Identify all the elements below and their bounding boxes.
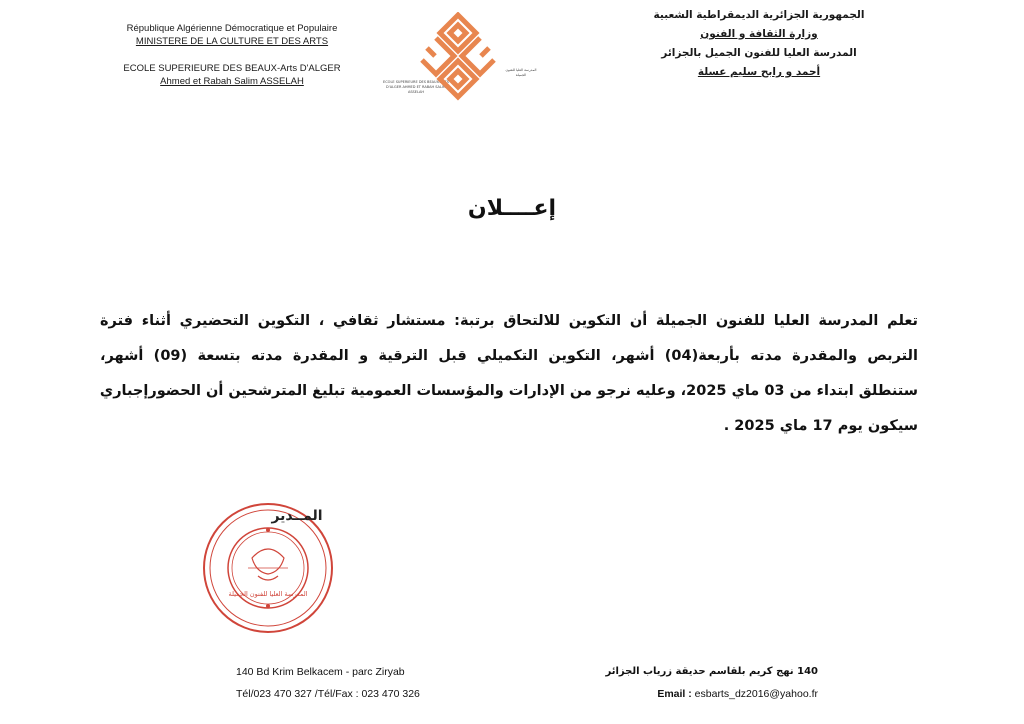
footer-email <box>598 683 818 705</box>
republic-name-ar: الجمهورية الجزائرية الديمقراطية الشعبية <box>653 9 865 21</box>
header-arabic <box>634 6 884 82</box>
school-logo <box>380 12 540 112</box>
announcement-title: إعــــلان <box>467 196 557 221</box>
email-link[interactable]: esbarts_dz2016@yahoo.fr <box>694 688 818 700</box>
body-line: ستنطلق ابتداء من 03 ماي 2025، وعليه نرجو من الإدارات والمؤسسات العمومية تبليغ المترشحين أن الحضورإجباري <box>99 383 918 399</box>
esba-logo-icon <box>418 12 498 104</box>
announcement-body <box>100 304 918 444</box>
footer-french <box>236 661 496 705</box>
email-label: Email : <box>657 688 695 700</box>
republic-name-fr: République Algérienne Démocratique et Populaire <box>126 23 338 34</box>
director-label: المــدير <box>271 508 323 524</box>
body-line: التربص والمقدرة مدته بأربعة(04) أشهر، التكوين التكميلي قبل الترقية و المقدرة مدته بتسعة (09) أشهر، <box>100 348 918 364</box>
ministry-name-ar: وزارة الثقافة و الفنون <box>700 28 818 40</box>
school-subtitle-ar: أحمد و رابح سليم عسلة <box>697 66 821 78</box>
footer-phone: Tél/023 470 327 /Tél/Fax : 023 470 326 <box>236 688 420 700</box>
ministry-name-fr: MINISTERE DE LA CULTURE ET DES ARTS <box>135 36 329 47</box>
footer-address-ar: 140 نهج كريم بلقاسم حديقة زرياب الجزائر <box>605 666 818 677</box>
footer-arabic <box>598 661 818 705</box>
logo-caption-left: ECOLE SUPERIEURE DES BEAUX-ARTS D'ALGER AHMED ET RABAH SALIM ASSELAH <box>383 80 449 94</box>
body-line: تعلم المدرسة العليا للفنون الجميلة أن التكوين للالتحاق برتبة: مستشار ثقافي ، التكوين التحضيري أثناء فترة <box>100 313 918 329</box>
school-subtitle-fr: Ahmed et Rabah Salim ASSELAH <box>160 76 304 87</box>
school-name-fr: ECOLE SUPERIEURE DES BEAUX-Arts D'ALGER <box>123 63 341 74</box>
logo-caption-right: المدرسة العليا للفنون الجميلة <box>505 68 537 77</box>
school-name-ar: المدرسة العليا للفنون الجميل بالجزائر <box>661 47 857 59</box>
body-line: سيكون يوم 17 ماي 2025 . <box>723 418 918 434</box>
footer-address-fr: 140 Bd Krim Belkacem - parc Ziryab <box>236 666 405 678</box>
stamp-text: المدرسة العليا للفنون الجميلة <box>228 590 308 598</box>
header-french <box>112 22 352 88</box>
